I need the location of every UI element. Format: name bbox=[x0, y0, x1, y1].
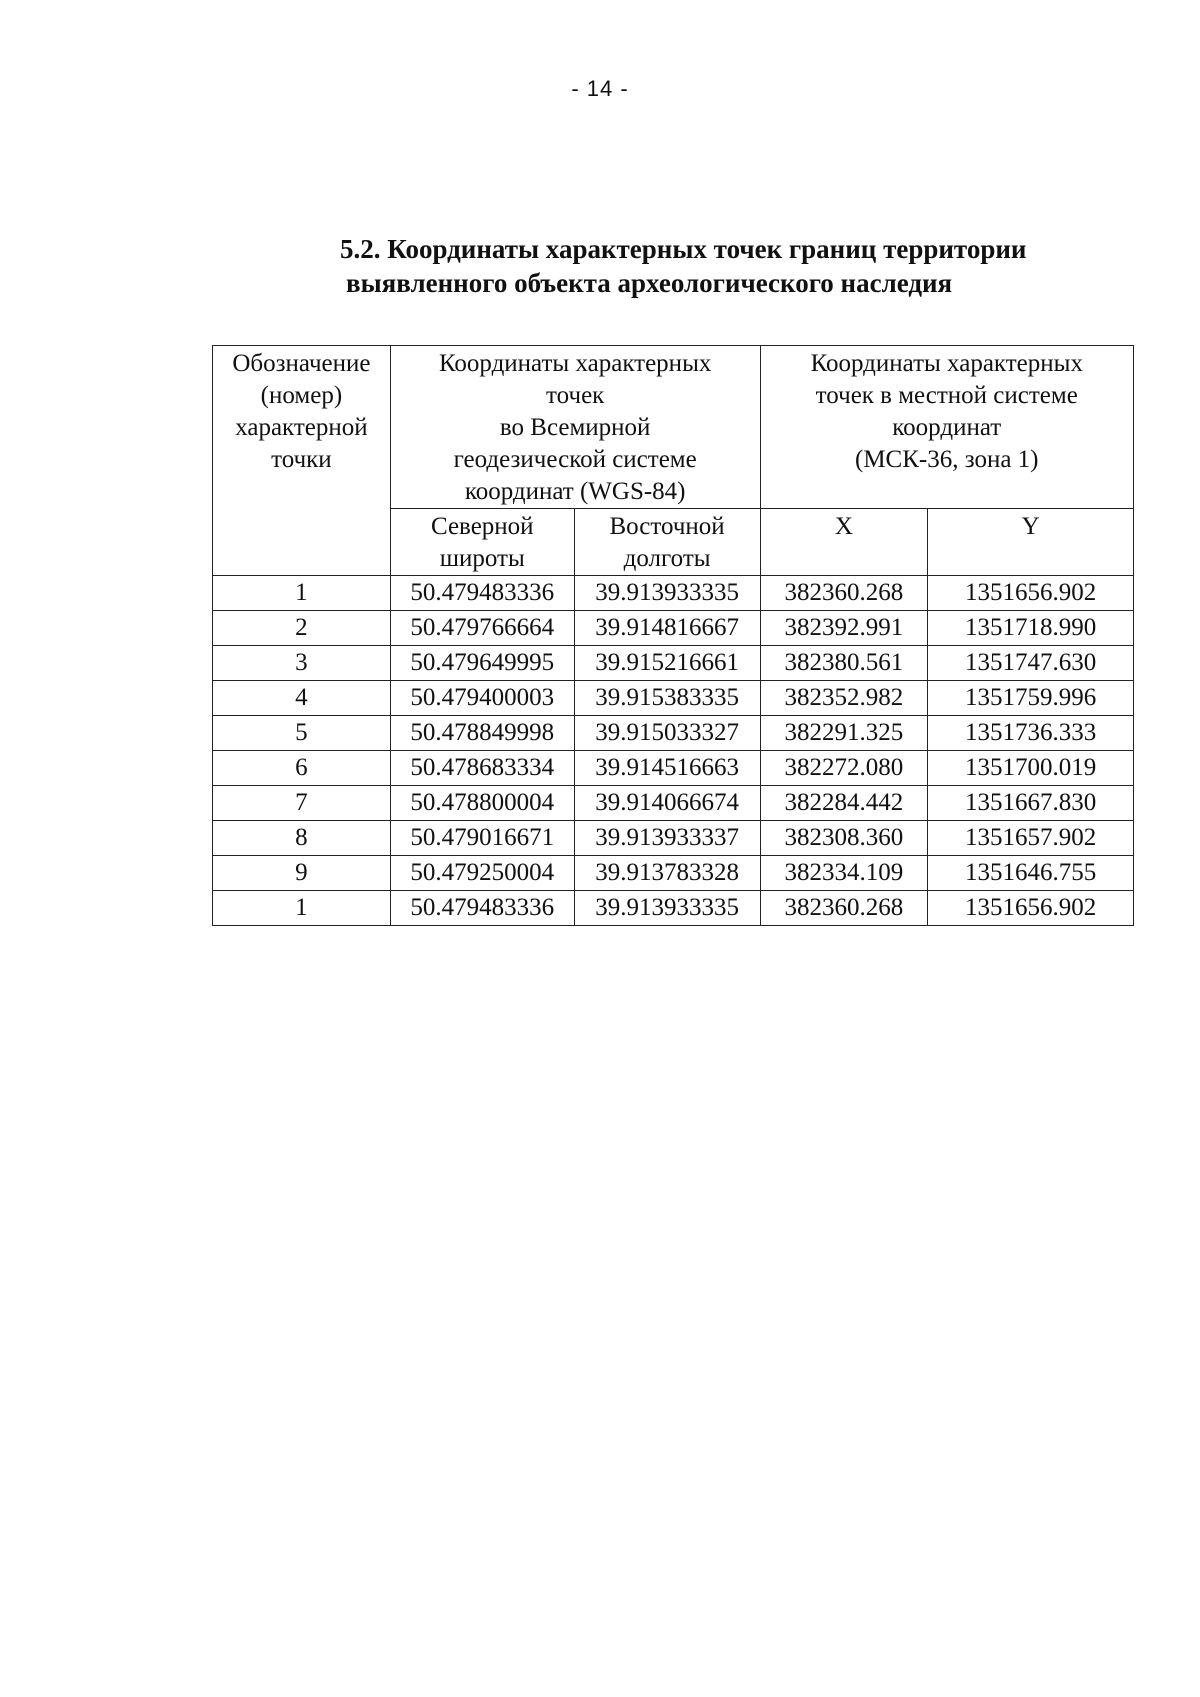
cell-latitude: 50.479766664 bbox=[390, 611, 574, 646]
page-number: - 14 - bbox=[571, 76, 629, 101]
cell-longitude: 39.914816667 bbox=[574, 611, 760, 646]
cell-point-number: 9 bbox=[213, 856, 391, 891]
header-msk-group: Координаты характерных точек в местной системе координат (МСК-36, зона 1) bbox=[760, 346, 1133, 509]
cell-y: 1351656.902 bbox=[928, 576, 1134, 611]
cell-latitude: 50.478849998 bbox=[390, 716, 574, 751]
header-x: X bbox=[760, 509, 928, 576]
cell-latitude: 50.478683334 bbox=[390, 751, 574, 786]
cell-longitude: 39.914516663 bbox=[574, 751, 760, 786]
section-title bbox=[340, 232, 1100, 300]
table-row bbox=[213, 786, 1134, 821]
header-designation: Обозначение (номер) характерной точки bbox=[213, 346, 391, 576]
cell-point-number: 4 bbox=[213, 681, 391, 716]
cell-x: 382291.325 bbox=[760, 716, 928, 751]
cell-longitude: 39.913933335 bbox=[574, 576, 760, 611]
cell-y: 1351646.755 bbox=[928, 856, 1134, 891]
cell-y: 1351718.990 bbox=[928, 611, 1134, 646]
cell-latitude: 50.479649995 bbox=[390, 646, 574, 681]
cell-y: 1351656.902 bbox=[928, 891, 1134, 926]
header-latitude: Северной широты bbox=[390, 509, 574, 576]
cell-point-number: 7 bbox=[213, 786, 391, 821]
cell-y: 1351747.630 bbox=[928, 646, 1134, 681]
cell-point-number: 2 bbox=[213, 611, 391, 646]
cell-longitude: 39.915383335 bbox=[574, 681, 760, 716]
table-row bbox=[213, 681, 1134, 716]
cell-latitude: 50.479016671 bbox=[390, 821, 574, 856]
cell-point-number: 5 bbox=[213, 716, 391, 751]
cell-point-number: 3 bbox=[213, 646, 391, 681]
section-title-line-1: 5.2. Координаты характерных точек границ территории bbox=[340, 234, 1027, 264]
cell-x: 382308.360 bbox=[760, 821, 928, 856]
cell-x: 382272.080 bbox=[760, 751, 928, 786]
table-row bbox=[213, 576, 1134, 611]
cell-latitude: 50.479400003 bbox=[390, 681, 574, 716]
table-row bbox=[213, 716, 1134, 751]
cell-x: 382360.268 bbox=[760, 576, 928, 611]
table-header-row bbox=[213, 346, 1134, 509]
table-row bbox=[213, 891, 1134, 926]
coordinates-table bbox=[212, 345, 1134, 926]
cell-x: 382352.982 bbox=[760, 681, 928, 716]
section-title-line-2: выявленного объекта археологического наследия bbox=[346, 268, 953, 298]
cell-longitude: 39.913933337 bbox=[574, 821, 760, 856]
table-body bbox=[213, 576, 1134, 926]
table-row bbox=[213, 856, 1134, 891]
cell-longitude: 39.915033327 bbox=[574, 716, 760, 751]
cell-x: 382380.561 bbox=[760, 646, 928, 681]
header-wgs-group: Координаты характерных точек во Всемирной геодезической системе координат (WGS-84) bbox=[390, 346, 760, 509]
cell-x: 382284.442 bbox=[760, 786, 928, 821]
cell-y: 1351759.996 bbox=[928, 681, 1134, 716]
cell-longitude: 39.914066674 bbox=[574, 786, 760, 821]
table-row bbox=[213, 821, 1134, 856]
cell-point-number: 8 bbox=[213, 821, 391, 856]
cell-latitude: 50.479483336 bbox=[390, 576, 574, 611]
cell-latitude: 50.478800004 bbox=[390, 786, 574, 821]
cell-y: 1351700.019 bbox=[928, 751, 1134, 786]
cell-point-number: 6 bbox=[213, 751, 391, 786]
cell-longitude: 39.913783328 bbox=[574, 856, 760, 891]
header-y: Y bbox=[928, 509, 1134, 576]
cell-x: 382392.991 bbox=[760, 611, 928, 646]
cell-x: 382360.268 bbox=[760, 891, 928, 926]
table-row bbox=[213, 646, 1134, 681]
cell-longitude: 39.915216661 bbox=[574, 646, 760, 681]
cell-point-number: 1 bbox=[213, 891, 391, 926]
header-longitude: Восточной долготы bbox=[574, 509, 760, 576]
cell-longitude: 39.913933335 bbox=[574, 891, 760, 926]
cell-y: 1351657.902 bbox=[928, 821, 1134, 856]
cell-point-number: 1 bbox=[213, 576, 391, 611]
table-row bbox=[213, 751, 1134, 786]
cell-y: 1351667.830 bbox=[928, 786, 1134, 821]
cell-x: 382334.109 bbox=[760, 856, 928, 891]
cell-latitude: 50.479250004 bbox=[390, 856, 574, 891]
cell-latitude: 50.479483336 bbox=[390, 891, 574, 926]
cell-y: 1351736.333 bbox=[928, 716, 1134, 751]
table-row bbox=[213, 611, 1134, 646]
